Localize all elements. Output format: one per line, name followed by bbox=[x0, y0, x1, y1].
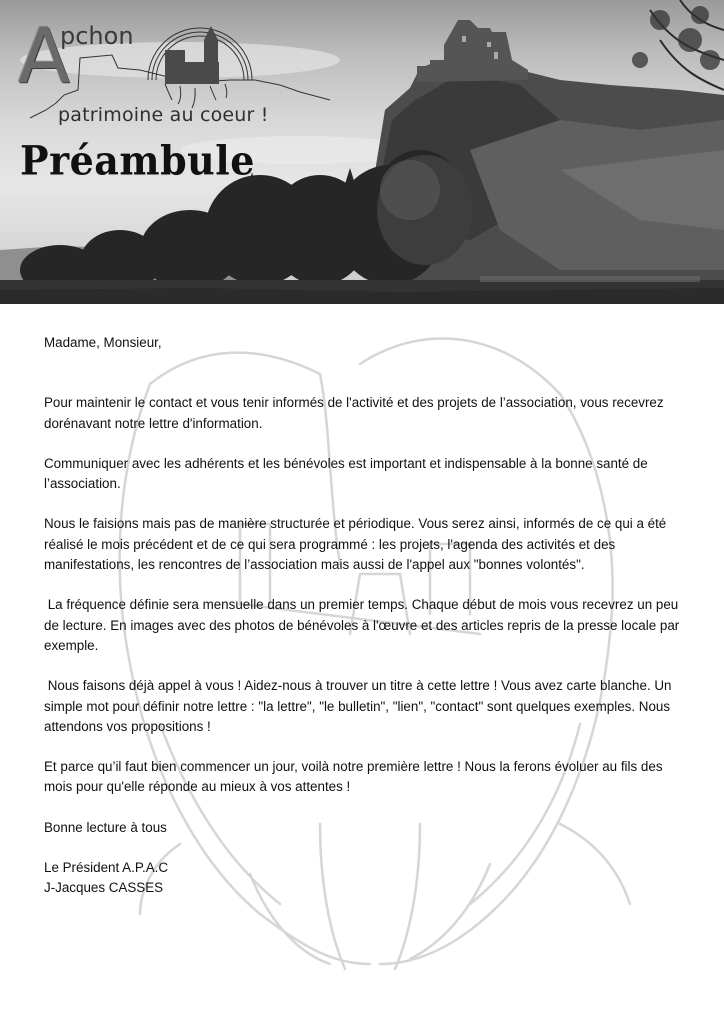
closing: Bonne lecture à tous bbox=[44, 819, 167, 835]
letter-body bbox=[44, 333, 694, 899]
logo-tagline: patrimoine au coeur ! bbox=[58, 104, 269, 126]
salutation: Madame, Monsieur, bbox=[44, 335, 162, 350]
paragraph: La fréquence définie sera mensuelle dans un premier temps. Chaque début de mois vous recevrez un peu de lecture. En images avec des photos de bénévoles à l'œuvre et des articles repris de la presse locale par exemple. bbox=[44, 597, 683, 653]
signature-role: Le Président A.P.A.C bbox=[44, 860, 169, 876]
paragraph: Et parce qu’il faut bien commencer un jour, voilà notre première lettre ! Nous la ferons évoluer au fils des mois pour qu'elle réponde au mieux à vos attentes ! bbox=[44, 759, 663, 795]
paragraph: Communiquer avec les adhérents et les bénévoles est important et indispensable à la bonne santé de l’association. bbox=[44, 455, 648, 492]
page-title: Préambule bbox=[20, 136, 255, 185]
paragraph: Nous le faisions mais pas de manière structurée et périodique. Vous serez ainsi, informés de ce qui a été réalisé le mois précédent et de ce qui sera programmé : les projets, l'agenda des activités et des manifestations, les rencontres de l’association mais aussi de l'appel aux "bonnes volontés". bbox=[44, 516, 667, 573]
header-banner bbox=[0, 0, 724, 304]
signature-name: J-Jacques CASSES bbox=[44, 880, 164, 896]
logo-name: pchon bbox=[60, 22, 134, 50]
paragraph: Pour maintenir le contact et vous tenir informés de l'activité et des projets de l’association, vous recevrez dorénavant notre lettre d'information. bbox=[44, 395, 664, 431]
logo-initial: A bbox=[18, 11, 70, 100]
paragraph: Nous faisons déjà appel à vous ! Aidez-nous à trouver un titre à cette lettre ! Vous avez carte blanche. Un simple mot pour définir notre lettre : "la lettre", "le bulletin", "lien", "contact" sont quelques exemples. Nous attendons vos propositions ! bbox=[44, 678, 676, 734]
